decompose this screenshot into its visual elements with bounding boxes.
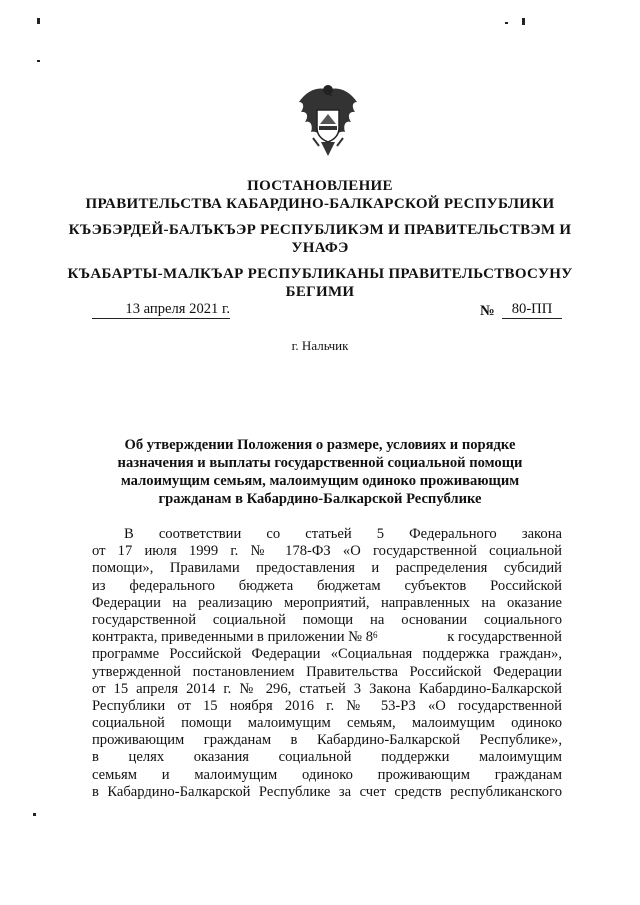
title-line-4: гражданам в Кабардино-Балкарской Республике [158, 491, 482, 507]
government-name-kbd-line2: УНАФЭ [291, 240, 349, 256]
appendix-superscript: 6 [373, 630, 378, 641]
date-value: 13 апреля 2021 г. [125, 301, 230, 317]
body-line: от 15 апреля 2014 г. № 296, статьей 3 Закона Кабардино-Балкарской [92, 680, 562, 697]
body-line: В соответствии со статьей 5 Федерального закона [124, 526, 562, 542]
body-line: проживающим гражданам в Кабардино-Балкарской Республике», [92, 732, 562, 749]
scan-speck [33, 813, 36, 816]
title-line-2: назначения и выплаты государственной социальной помощи [117, 455, 523, 471]
government-name-ru: ПРАВИТЕЛЬСТВА КАБАРДИНО-БАЛКАРСКОЙ РЕСПУБЛИКИ [85, 196, 555, 212]
appendix-text [92, 629, 378, 646]
scan-speck [505, 22, 508, 24]
title-line-1: Об утверждении Положения о размере, условиях и порядке [124, 437, 516, 453]
number-label: № [480, 303, 495, 319]
title-line-3: малоимущим семьям, малоимущим одиноко проживающим [120, 473, 520, 489]
government-name-kbd-line1: КЪЭБЭРДЕЙ-БАЛЪКЪЭР РЕСПУБЛИКЭМ И ПРАВИТЕЛЬСТВЭМ И [68, 222, 572, 238]
government-name-krc-line1: КЪАБАРТЫ-МАЛКЪАР РЕСПУБЛИКАНЫ ПРАВИТЕЛЬСТВОСУНУ [67, 266, 573, 282]
body-line: Федерации на реализацию мероприятий, направленных на оказание [92, 594, 562, 611]
body-line: программе Российской Федерации «Социальная поддержка граждан», [92, 646, 562, 663]
body-paragraph [92, 526, 562, 801]
body-line: в целях оказания социальной поддержки малоимущим [92, 749, 562, 766]
government-name-krc-line2: БЕГИМИ [285, 284, 355, 300]
number-value: 80-ПП [502, 300, 562, 319]
date-field [92, 300, 230, 319]
body-line-appendix [92, 629, 562, 646]
city: г. Нальчик [291, 338, 349, 353]
scan-speck [37, 60, 40, 62]
body-line: государственной социальной помощи на основании социального [92, 611, 562, 628]
body-line: Республики от 15 ноября 2016 г. № 53-РЗ «О государственной [92, 697, 562, 714]
body-line: помощи», Правилами предоставления и распределения субсидий [92, 560, 562, 577]
appendix-lead: контракта, приведенными в приложении № 8 [92, 629, 374, 646]
body-line: из федерального бюджета бюджетам субъектов Российской [92, 577, 562, 594]
scan-speck [37, 18, 40, 24]
body-line: утвержденной постановлением Правительства Российской Федерации [92, 663, 562, 680]
scan-speck [522, 18, 525, 25]
appendix-tail: к государственной [447, 629, 562, 646]
body-line: от 17 июля 1999 г. № 178-ФЗ «О государственной социальной [92, 543, 562, 560]
body-line: социальной помощи малоимущим семьям, малоимущим одиноко [92, 715, 562, 732]
doc-type: ПОСТАНОВЛЕНИЕ [247, 178, 393, 194]
coat-of-arms-icon [293, 80, 363, 158]
body-line: семьям и малоимущим одиноко проживающим гражданам [92, 766, 562, 783]
body-line: в Кабардино-Балкарской Республике за счет средств республиканского [92, 783, 562, 800]
